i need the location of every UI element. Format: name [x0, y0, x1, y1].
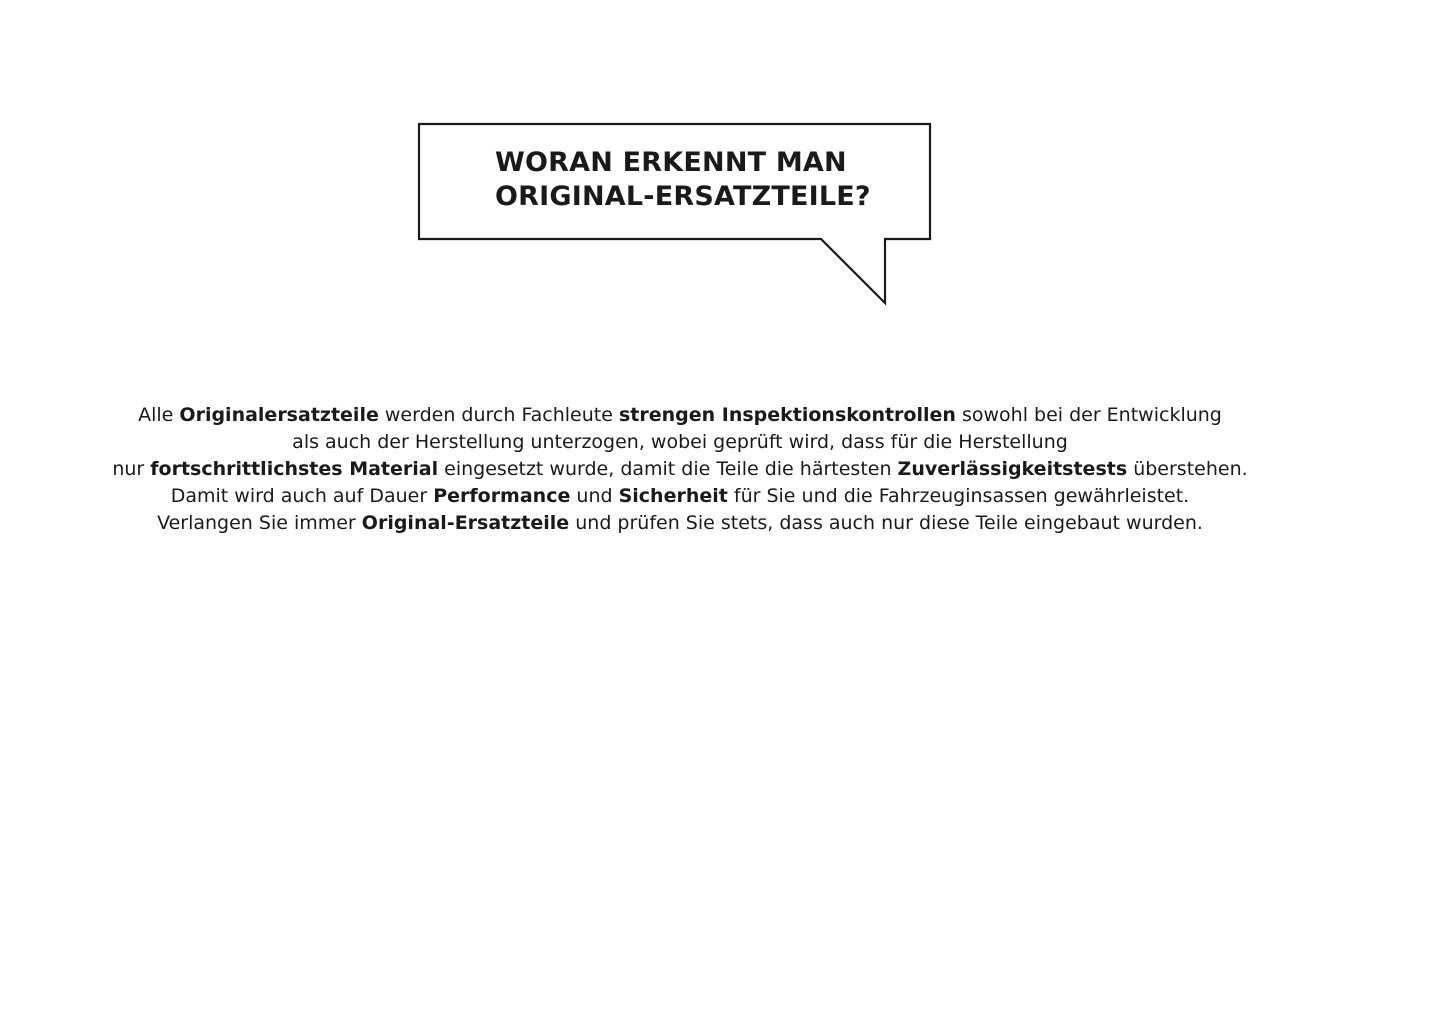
emphasis-text: Zuverlässigkeitstests: [897, 458, 1128, 480]
body-paragraph: [80, 402, 1280, 537]
emphasis-text: Performance: [433, 485, 571, 507]
emphasis-text: Sicherheit: [618, 485, 728, 507]
body-text-run: Alle: [138, 404, 180, 426]
body-text-run: und prüfen Sie stets, dass auch nur diese Teile eingebaut wurden.: [569, 512, 1203, 534]
body-text-run: nur: [112, 458, 151, 480]
body-text-run: Verlangen Sie immer: [157, 512, 362, 534]
body-text-run: Damit wird auch auf Dauer: [170, 485, 434, 507]
emphasis-text: Original-Ersatzteile: [361, 512, 570, 534]
paragraph-line-2: [80, 429, 1280, 456]
paragraph-line-4: [80, 483, 1280, 510]
body-text-run: eingesetzt wurde, damit die Teile die härtesten: [438, 458, 898, 480]
body-text-run: und: [570, 485, 619, 507]
paragraph-line-1: [80, 402, 1280, 429]
page-title-line-1: WORAN ERKENNT MAN: [495, 147, 847, 178]
emphasis-text: strengen Inspektionskontrollen: [618, 404, 956, 426]
body-text-run: werden durch Fachleute: [378, 404, 619, 426]
body-text-run: als auch der Herstellung unterzogen, wobei geprüft wird, dass für die Herstellung: [292, 431, 1068, 453]
page-title-line-2: ORIGINAL-ERSATZTEILE?: [495, 181, 871, 212]
page-title: [495, 146, 925, 214]
body-text-run: überstehen.: [1127, 458, 1248, 480]
paragraph-line-5: [80, 510, 1280, 537]
paragraph-line-3: [80, 456, 1280, 483]
body-text-run: für Sie und die Fahrzeuginsassen gewährleistet.: [727, 485, 1190, 507]
emphasis-text: fortschrittlichstes Material: [150, 458, 439, 480]
body-text-run: sowohl bei der Entwicklung: [955, 404, 1222, 426]
emphasis-text: Originalersatzteile: [179, 404, 379, 426]
